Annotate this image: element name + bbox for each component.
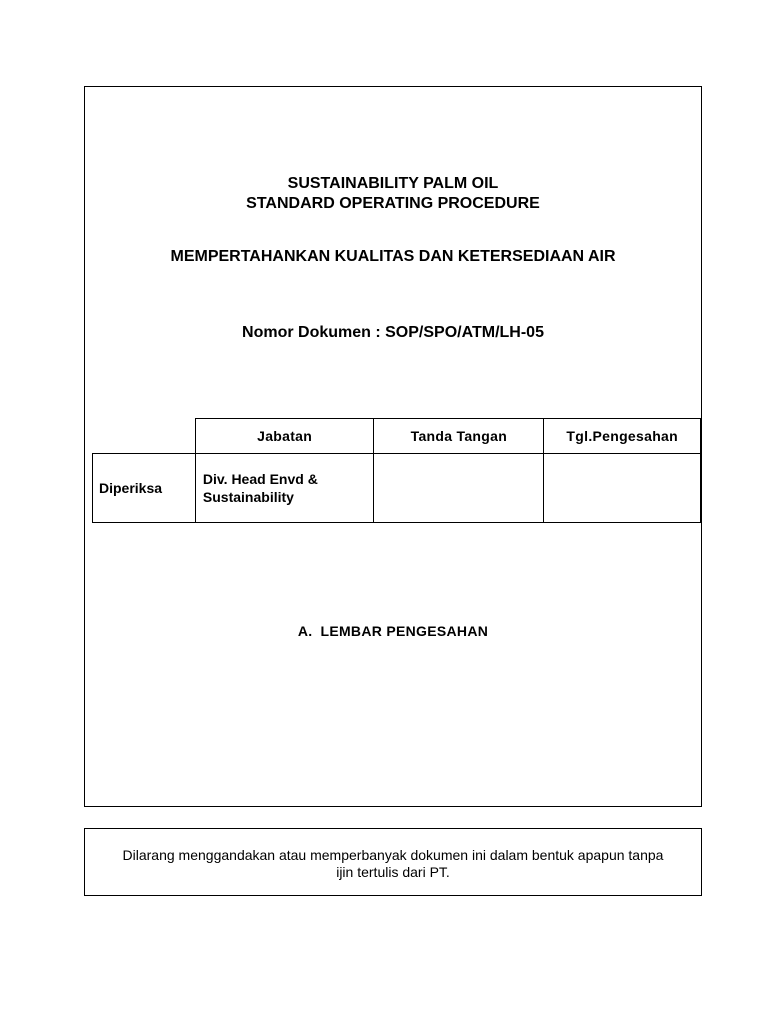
header-line-1: SUSTAINABILITY PALM OIL [287,175,499,192]
position-cell [195,454,373,523]
section-title: LEMBAR PENGESAHAN [320,623,489,639]
column-header-jabatan: Jabatan [195,419,373,454]
role-cell: Diperiksa [93,454,196,523]
footer-notice [84,828,702,896]
table-corner-cell [93,419,196,454]
column-header-tanda-tangan: Tanda Tangan [374,419,544,454]
column-header-tgl-pengesahan: Tgl.Pengesahan [544,419,701,454]
header-line-2: STANDARD OPERATING PROCEDURE [246,195,540,212]
section-number: A. [297,623,313,639]
section-heading [85,623,701,639]
signature-cell [374,454,544,523]
document-number: Nomor Dokumen : SOP/SPO/ATM/LH-05 [242,324,544,341]
table-header-row [93,419,701,454]
date-cell [544,454,701,523]
position-line-1: Div. Head Envd & [202,471,318,487]
footer-line-1: Dilarang menggandakan atau memperbanyak dokumen ini dalam bentuk apapun tanpa [122,847,664,863]
footer-line-2: ijin tertulis dari PT. [336,864,450,880]
table-row [93,454,701,523]
document-title: MEMPERTAHANKAN KUALITAS DAN KETERSEDIAAN AIR [170,248,616,265]
document-frame [84,86,702,807]
approval-table [92,418,701,523]
position-line-2: Sustainability [202,489,294,505]
